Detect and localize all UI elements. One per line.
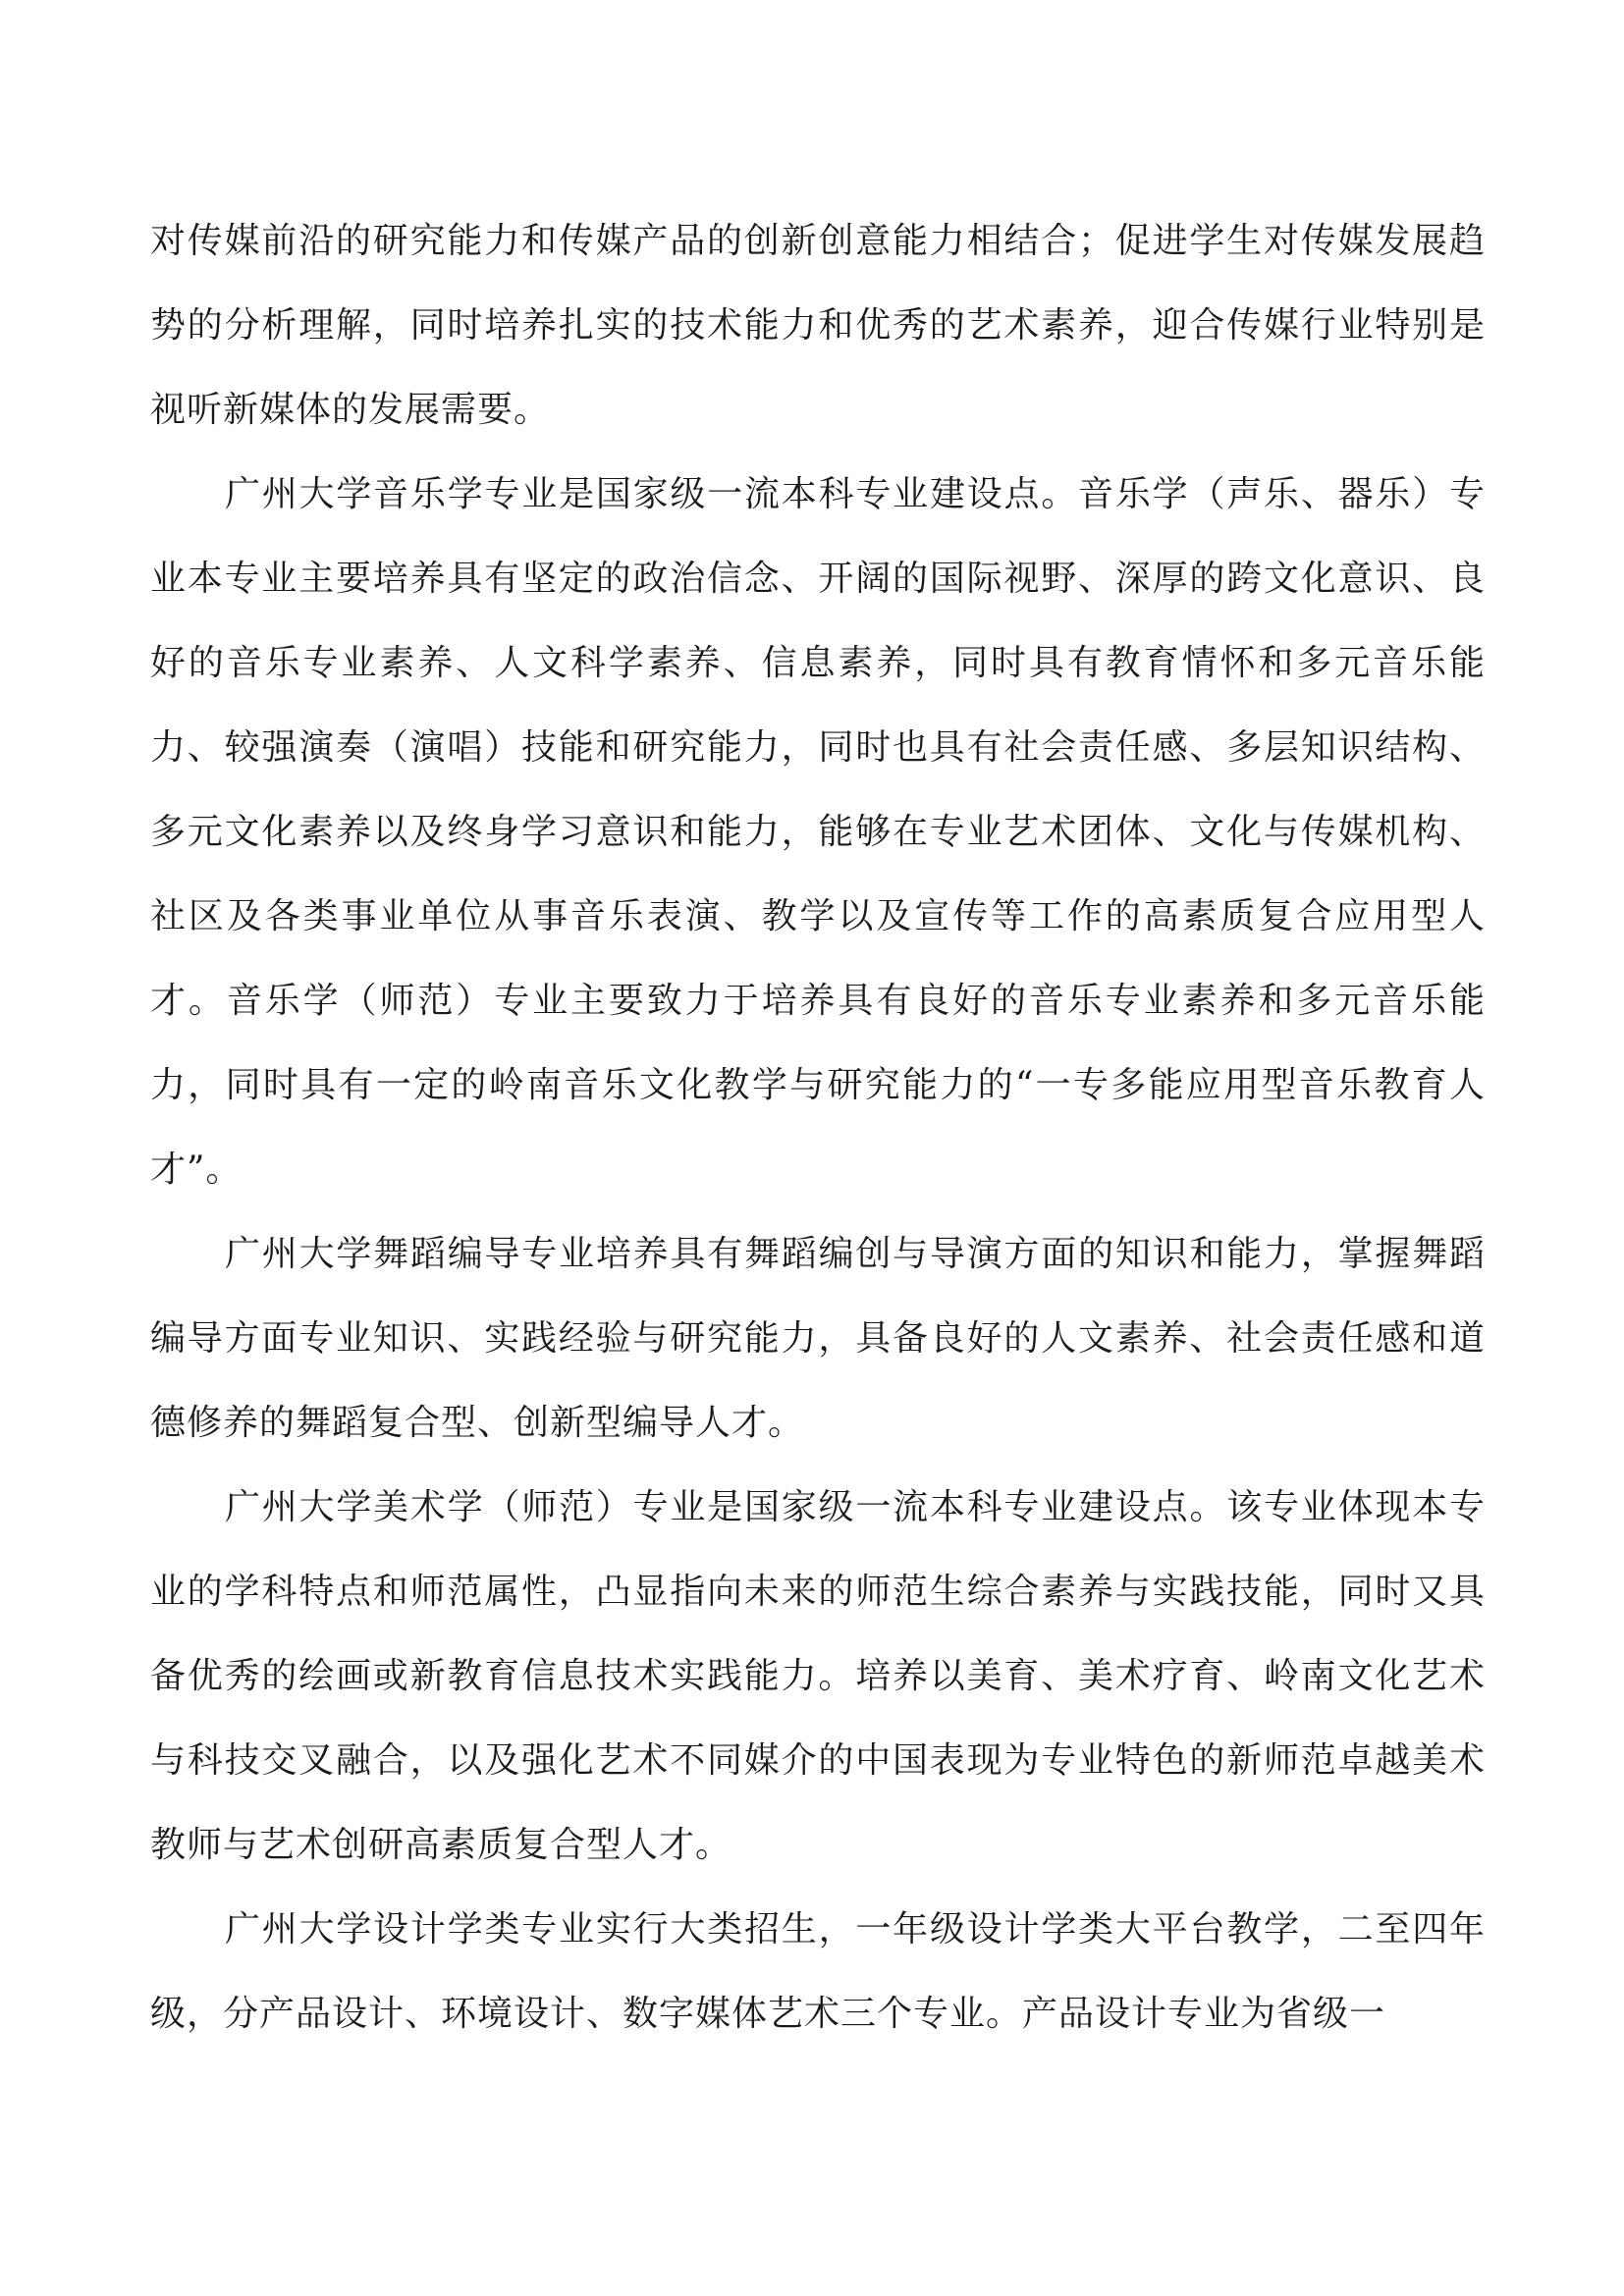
paragraph-musicology: 广州大学音乐学专业是国家级一流本科专业建设点。音乐学（声乐、器乐）专业本专业主要培养具有坚定的政治信念、开阔的国际视野、深厚的跨文化意识、良好的音乐专业素养、人文科学素养、信息素养，同时具有教育情怀和多元音乐能力、较强演奏（演唱）技能和研究能力，同时也具有社会责任感、多层知识结构、多元文化素养以及终身学习意识和能力，能够在专业艺术团体、文化与传媒机构、社区及各类事业单位从事音乐表演、教学以及宣传等工作的高素质复合应用型人才。音乐学（师范）专业主要致力于培养具有良好的音乐专业素养和多元音乐能力，同时具有一定的岭南音乐文化教学与研究能力的“一专多能应用型音乐教育人才”。 xyxy=(150,474,1486,1190)
paragraph-fine-arts: 广州大学美术学（师范）专业是国家级一流本科专业建设点。该专业体现本专业的学科特点和师范属性，凸显指向未来的师范生综合素养与实践技能，同时又具备优秀的绘画或新教育信息技术实践能力。培养以美育、美术疗育、岭南文化艺术与科技交叉融合，以及强化艺术不同媒介的中国表现为专业特色的新师范卓越美术教师与艺术创研高素质复合型人才。 xyxy=(150,1487,1486,1865)
paragraph-media-continuation: 对传媒前沿的研究能力和传媒产品的创新创意能力相结合；促进学生对传媒发展趋势的分析理解，同时培养扎实的技术能力和优秀的艺术素养，迎合传媒行业特别是视听新媒体的发展需要。 xyxy=(150,221,1486,430)
body-text xyxy=(150,199,1486,2056)
paragraph-design: 广州大学设计学类专业实行大类招生，一年级设计学类大平台教学，二至四年级，分产品设计、环境设计、数字媒体艺术三个专业。产品设计专业为省级一 xyxy=(150,1909,1486,2034)
paragraph-dance-choreography: 广州大学舞蹈编导专业培养具有舞蹈编创与导演方面的知识和能力，掌握舞蹈编导方面专业知识、实践经验与研究能力，具备良好的人文素养、社会责任感和道德修养的舞蹈复合型、创新型编导人才。 xyxy=(150,1234,1486,1443)
